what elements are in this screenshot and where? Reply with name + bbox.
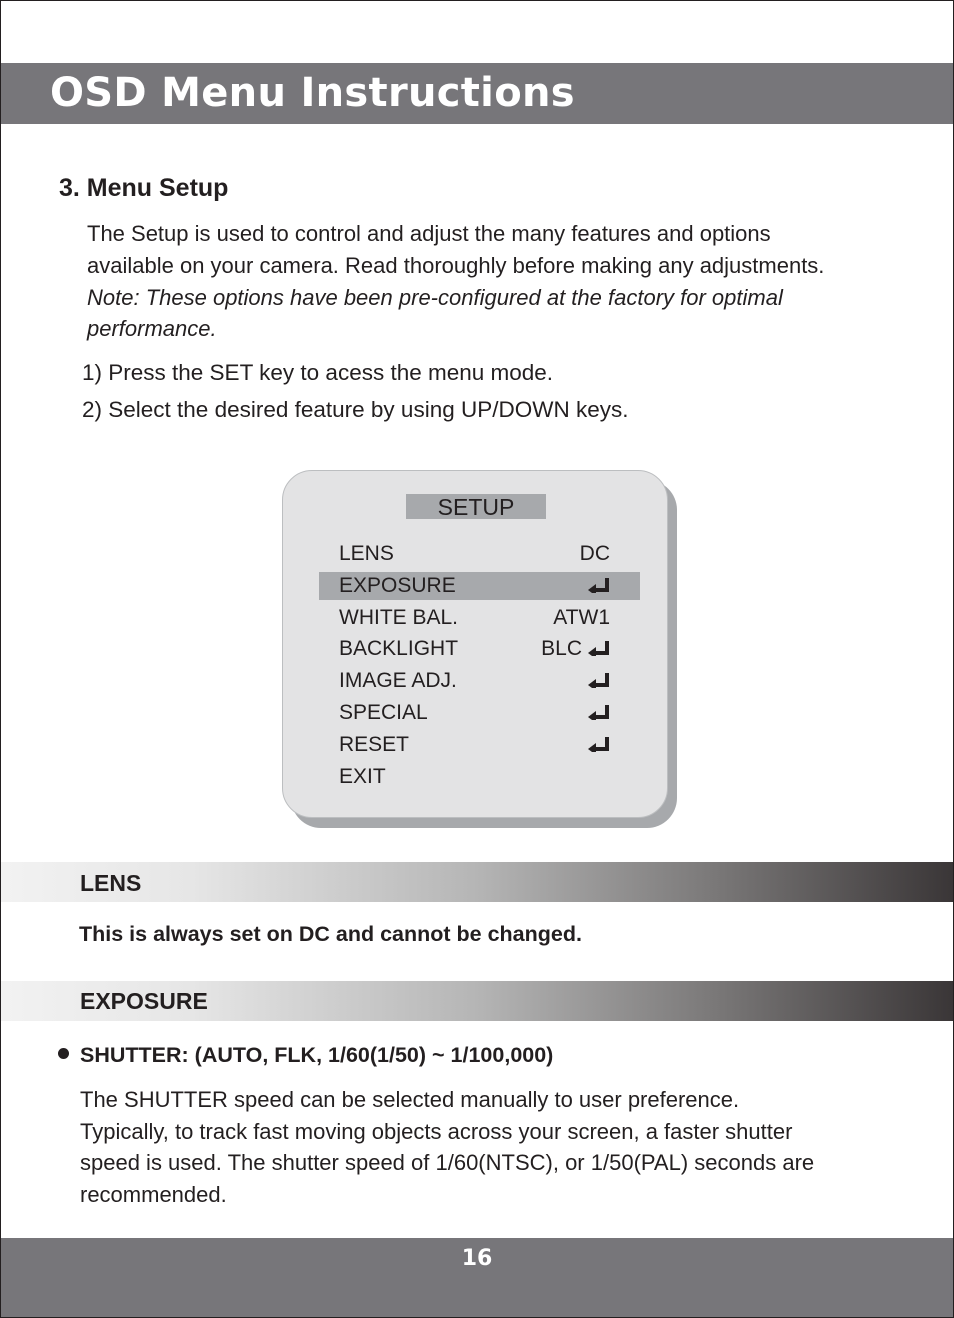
osd-menu-item (319, 540, 640, 568)
osd-menu-item-label: SPECIAL (339, 701, 428, 724)
enter-return-icon (588, 736, 610, 752)
page-number: 16 (461, 1246, 493, 1271)
osd-menu-item-label: WHITE BAL. (339, 605, 459, 629)
osd-menu-item-label: LENS (339, 542, 394, 565)
osd-menu-item-value: DC (579, 542, 610, 565)
osd-menu-item (319, 763, 640, 791)
osd-menu-item (319, 731, 640, 759)
enter-return-icon (588, 672, 610, 688)
lens-heading: LENS (80, 870, 142, 896)
page-title: OSD Menu Instructions (50, 70, 575, 116)
bullet-icon (58, 1048, 69, 1059)
enter-return-icon (588, 704, 610, 720)
osd-menu-title: SETUP (406, 494, 546, 519)
enter-return-icon (588, 577, 610, 593)
step-2: 2) Select the desired feature by using UP/DOWN keys. (82, 397, 629, 422)
intro-line-1: The Setup is used to control and adjust the many features and options (87, 221, 771, 246)
osd-menu-item-value: ATW1 (553, 605, 610, 629)
shutter-heading: SHUTTER: (AUTO, FLK, 1/60(1/50) ~ 1/100,000) (80, 1043, 554, 1067)
osd-menu-item-label: EXIT (339, 764, 386, 788)
osd-menu-item (319, 635, 640, 663)
osd-menu-item (319, 667, 640, 695)
osd-menu-item (319, 572, 640, 600)
osd-menu-item-value: BLC (541, 637, 582, 661)
exposure-heading: EXPOSURE (80, 988, 208, 1014)
note-line-1: Note: These options have been pre-configured at the factory for optimal (87, 285, 783, 310)
lens-description: This is always set on DC and cannot be changed. (79, 922, 582, 946)
enter-return-icon (588, 640, 610, 656)
osd-menu-item-label: RESET (339, 732, 410, 756)
osd-menu-item-label: EXPOSURE (339, 573, 456, 597)
lens-section-band (1, 862, 953, 902)
note-line-2: performance. (87, 316, 217, 341)
osd-menu-item-label: BACKLIGHT (339, 637, 459, 661)
step-1: 1) Press the SET key to acess the menu mode. (82, 360, 554, 385)
osd-menu-item (319, 699, 640, 727)
osd-menu-item-label: IMAGE ADJ. (339, 669, 457, 693)
shutter-line-3: speed is used. The shutter speed of 1/60(NTSC), or 1/50(PAL) seconds are (80, 1150, 815, 1175)
shutter-line-4: recommended. (80, 1182, 227, 1207)
shutter-line-1: The SHUTTER speed can be selected manually to user preference. (80, 1087, 740, 1112)
osd-menu-item (319, 604, 640, 632)
intro-line-2: available on your camera. Read thoroughly before making any adjustments. (87, 253, 825, 278)
shutter-line-2: Typically, to track fast moving objects across your screen, a faster shutter (80, 1119, 793, 1144)
section-title: 3. Menu Setup (59, 174, 229, 202)
